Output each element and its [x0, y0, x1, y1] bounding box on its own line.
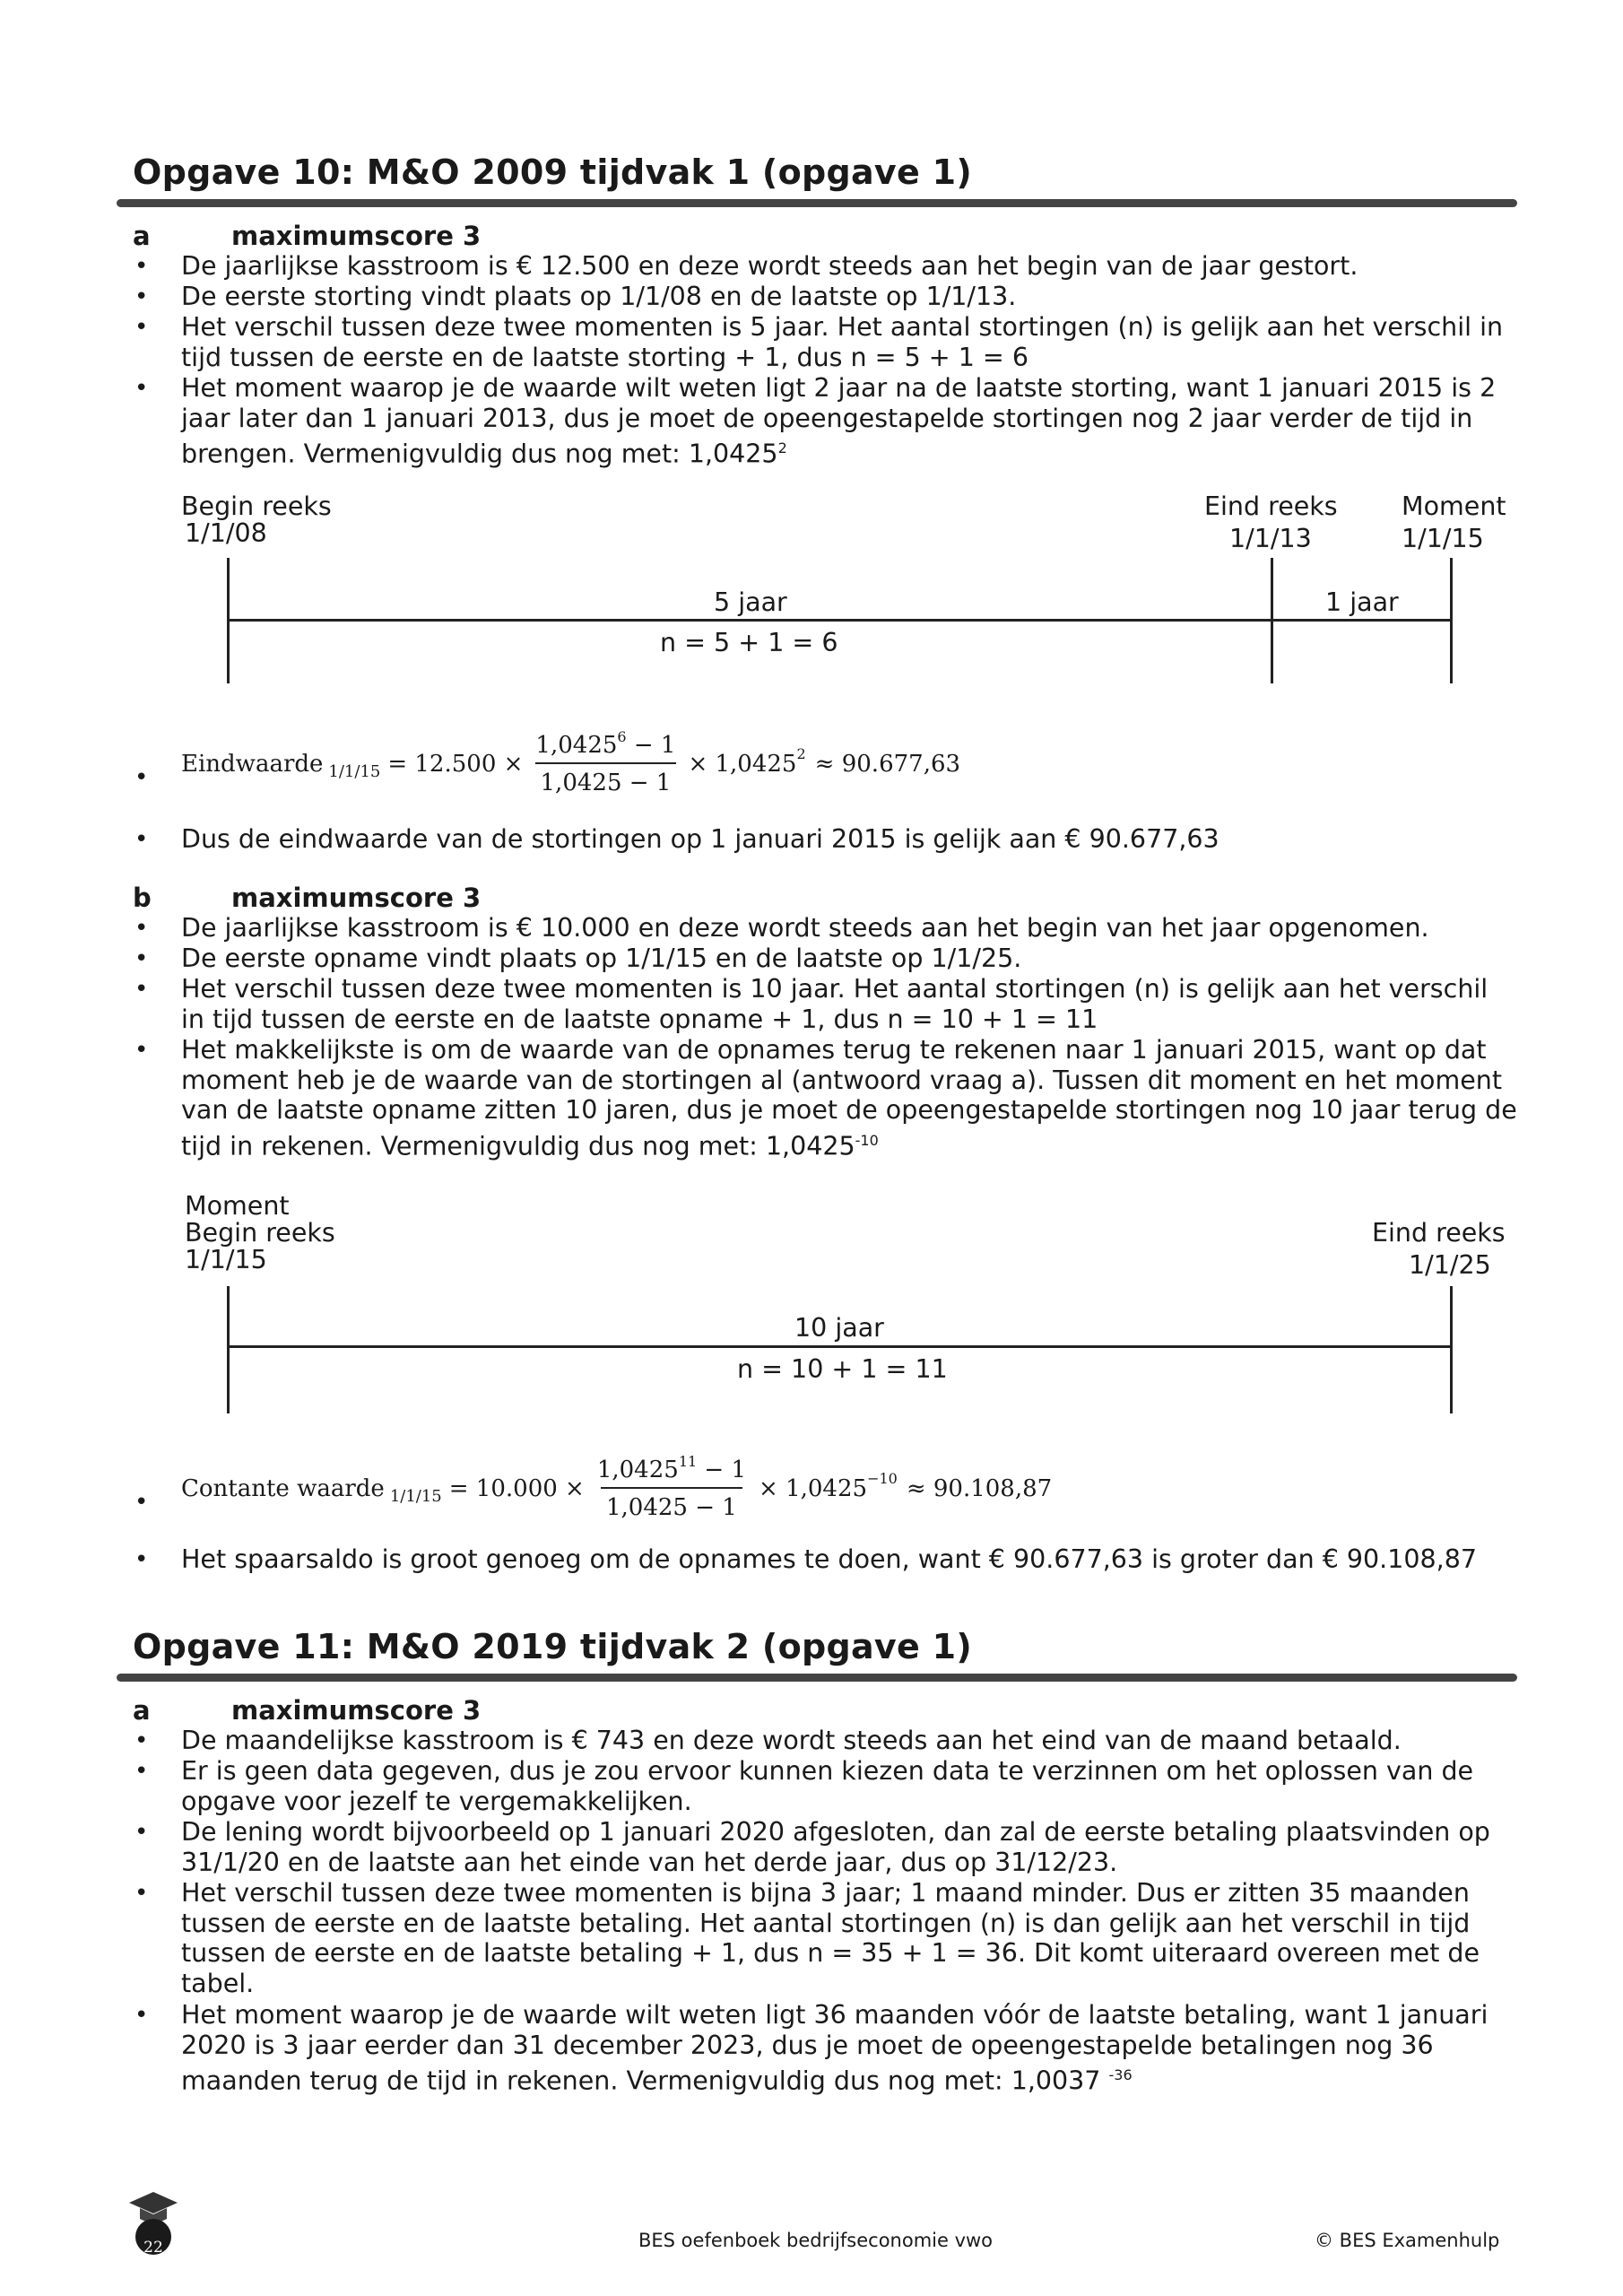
- timeline-tick: [227, 1286, 230, 1413]
- bullet-icon: •: [135, 1758, 149, 1785]
- formula-mult: × 1,0425: [688, 751, 797, 778]
- answer-line: Er is geen data gegeven, dus je zou ervoor kunnen kiezen data te verzinnen om het oplossen van de opgave voor jezelf te vergemakkelijken.: [181, 1756, 1474, 1816]
- formula-contante-waarde: [181, 1453, 1053, 1521]
- answer-text: Het moment waarop je de waarde wilt weten ligt 2 jaar na de laatste storting, want 1 januari 2015 is 2 jaar later dan 1 januari 2013, dus je moet de opeengestapelde stortingen nog 2 jaar verder de tijd in brengen. Vermenigvuldig dus nog met: 1,0425: [181, 373, 1497, 469]
- numerator-exponent: 11: [678, 1453, 698, 1470]
- timeline-end-date: 1/1/13: [1229, 524, 1312, 553]
- formula-mult-exponent: −10: [867, 1469, 898, 1487]
- part-letter-b: b: [133, 883, 152, 913]
- bullet-icon: •: [135, 283, 149, 310]
- timeline-begin-label: Begin reeks: [185, 1218, 335, 1248]
- fraction-denominator: 1,0425 − 1: [601, 1487, 742, 1521]
- formula-result: ≈ 90.677,63: [814, 751, 961, 778]
- timeline-begin-label: Begin reeks: [181, 491, 332, 521]
- formula-lhs: Contante waarde: [181, 1475, 385, 1502]
- bullet-icon: •: [135, 2002, 149, 2029]
- bullet-icon: •: [135, 1819, 149, 1846]
- bullet-icon: •: [135, 253, 149, 280]
- formula-subscript: 1/1/15: [328, 761, 381, 781]
- timeline-begin-date: 1/1/15: [185, 1245, 267, 1274]
- numerator-exponent: 6: [617, 728, 627, 745]
- part-score: maximumscore 3: [231, 1695, 482, 1726]
- section-rule: [117, 199, 1517, 207]
- timeline-span-label: 10 jaar: [794, 1313, 884, 1343]
- formula-eq: = 10.000 ×: [448, 1475, 585, 1502]
- formula-eindwaarde: [181, 728, 961, 796]
- timeline-span-label: 1 jaar: [1325, 587, 1399, 617]
- exponent: 2: [777, 439, 787, 457]
- bullet-icon: •: [135, 1727, 149, 1754]
- answer-line: De jaarlijkse kasstroom is € 10.000 en deze wordt steeds aan het begin van het jaar opgenomen.: [181, 913, 1429, 943]
- timeline-moment-label: Moment: [185, 1191, 290, 1221]
- footer-copyright: © BES Examenhulp: [1315, 2230, 1500, 2251]
- answer-line: De eerste storting vindt plaats op 1/1/08 en de laatste op 1/1/13.: [181, 282, 1017, 311]
- formula-subscript: 1/1/15: [389, 1486, 442, 1506]
- part-letter-a: a: [133, 221, 151, 251]
- fraction-numerator: [530, 728, 681, 762]
- formula-lhs: Eindwaarde: [181, 751, 324, 778]
- timeline-begin-date: 1/1/08: [185, 518, 267, 548]
- answer-line: [181, 2000, 1517, 2096]
- timeline-axis: [227, 1345, 1453, 1348]
- timeline-axis: [227, 619, 1453, 622]
- timeline-n-label: n = 5 + 1 = 6: [660, 628, 838, 657]
- timeline-n-label: n = 10 + 1 = 11: [737, 1354, 948, 1384]
- answer-line: De eerste opname vindt plaats op 1/1/15 en de laatste op 1/1/25.: [181, 944, 1022, 973]
- bullet-icon: •: [135, 1489, 149, 1516]
- fraction-denominator: 1,0425 − 1: [535, 762, 677, 796]
- formula-fraction: [592, 1453, 751, 1521]
- bullet-icon: •: [135, 976, 149, 1003]
- timeline-moment-label: Moment: [1402, 491, 1506, 521]
- answer-line: De lening wordt bijvoorbeeld op 1 januari 2020 afgesloten, dan zal de eerste betaling plaatsvinden op 31/1/20 en de laatste aan het einde van het derde jaar, dus op 31/12/23.: [181, 1817, 1490, 1877]
- bullet-icon: •: [135, 1880, 149, 1907]
- timeline-end-label: Eind reeks: [1372, 1218, 1506, 1248]
- answer-line: Dus de eindwaarde van de stortingen op 1 januari 2015 is gelijk aan € 90.677,63: [181, 824, 1219, 854]
- numerator-tail: − 1: [697, 1457, 747, 1483]
- section-rule: [117, 1674, 1517, 1682]
- timeline-end-label: Eind reeks: [1204, 491, 1338, 521]
- part-score: maximumscore 3: [231, 883, 482, 913]
- answer-line: Het spaarsaldo is groot genoeg om de opnames te doen, want € 90.677,63 is groter dan € 90.108,87: [181, 1544, 1477, 1574]
- answer-line: Het verschil tussen deze twee momenten is 10 jaar. Het aantal stortingen (n) is gelijk aan het verschil in tijd tussen de eerste en de laatste opname + 1, dus n = 10 + 1 = 11: [181, 974, 1488, 1034]
- footer-title: BES oefenboek bedrijfseconomie vwo: [638, 2230, 994, 2251]
- timeline-end-date: 1/1/25: [1409, 1250, 1491, 1280]
- answer-line: [181, 1035, 1517, 1161]
- formula-mult: × 1,0425: [759, 1475, 868, 1502]
- bullet-icon: •: [135, 1037, 149, 1064]
- answer-line: Het verschil tussen deze twee momenten is bijna 3 jaar; 1 maand minder. Dus er zitten 35 maanden tussen de eerste en de laatste betaling. Het aantal stortingen (n) is dan gelijk aan het verschil in tijd tussen de eerste en de laatste betaling + 1, dus n = 35 + 1 = 36. Dit komt uiteraard overeen met de tabel.: [181, 1878, 1480, 1998]
- part-score: maximumscore 3: [231, 221, 482, 251]
- formula-mult-exponent: 2: [796, 744, 806, 762]
- answer-line: Het verschil tussen deze twee momenten is 5 jaar. Het aantal stortingen (n) is gelijk aan het verschil in tijd tussen de eerste en de laatste storting + 1, dus n = 5 + 1 = 6: [181, 312, 1504, 372]
- answer-line: De jaarlijkse kasstroom is € 12.500 en deze wordt steeds aan het begin van de jaar gestort.: [181, 251, 1358, 281]
- answer-line: De maandelijkse kasstroom is € 743 en deze wordt steeds aan het eind van de maand betaald.: [181, 1726, 1402, 1755]
- answer-line: [181, 373, 1517, 469]
- numerator-base: 1,0425: [596, 1457, 679, 1483]
- timeline-tick: [1450, 1286, 1453, 1413]
- answer-text: Het moment waarop je de waarde wilt weten ligt 36 maanden vóór de laatste betaling, want 1 januari 2020 is 3 jaar eerder dan 31 december 2023, dus je moet de opeengestapelde betalingen nog 36 maanden terug de tijd in rekenen. Vermenigvuldig dus nog met: 1,0037: [181, 2000, 1488, 2096]
- formula-eq: = 12.500 ×: [387, 751, 524, 778]
- timeline-moment-date: 1/1/15: [1402, 524, 1484, 553]
- numerator-base: 1,0425: [535, 732, 618, 759]
- bullet-icon: •: [135, 826, 149, 853]
- exponent: -10: [855, 1131, 879, 1149]
- section-title-opgave-10: Opgave 10: M&O 2009 tijdvak 1 (opgave 1): [133, 152, 973, 192]
- page-number: 22: [143, 2239, 163, 2257]
- exponent: -36: [1108, 2066, 1133, 2083]
- bullet-icon: •: [135, 1546, 149, 1573]
- formula-fraction: [530, 728, 681, 796]
- bullet-icon: •: [135, 945, 149, 972]
- bullet-icon: •: [135, 764, 149, 791]
- timeline-span-label: 5 jaar: [714, 587, 787, 617]
- fraction-numerator: [592, 1453, 751, 1487]
- part-letter-a: a: [133, 1695, 151, 1726]
- bullet-icon: •: [135, 915, 149, 942]
- bullet-icon: •: [135, 314, 149, 341]
- bullet-icon: •: [135, 375, 149, 402]
- formula-result: ≈ 90.108,87: [906, 1475, 1053, 1502]
- numerator-tail: − 1: [626, 732, 676, 759]
- answer-text: Het makkelijkste is om de waarde van de opnames terug te rekenen naar 1 januari 2015, want op dat moment heb je de waarde van de stortingen al (antwoord vraag a). Tussen dit moment en het moment van de laatste opname zitten 10 jaren, dus je moet de opeengestapelde stortingen nog 10 jaar terug de tijd in rekenen. Vermenigvuldig dus nog met: 1,0425: [181, 1035, 1517, 1161]
- section-title-opgave-11: Opgave 11: M&O 2019 tijdvak 2 (opgave 1): [133, 1627, 973, 1666]
